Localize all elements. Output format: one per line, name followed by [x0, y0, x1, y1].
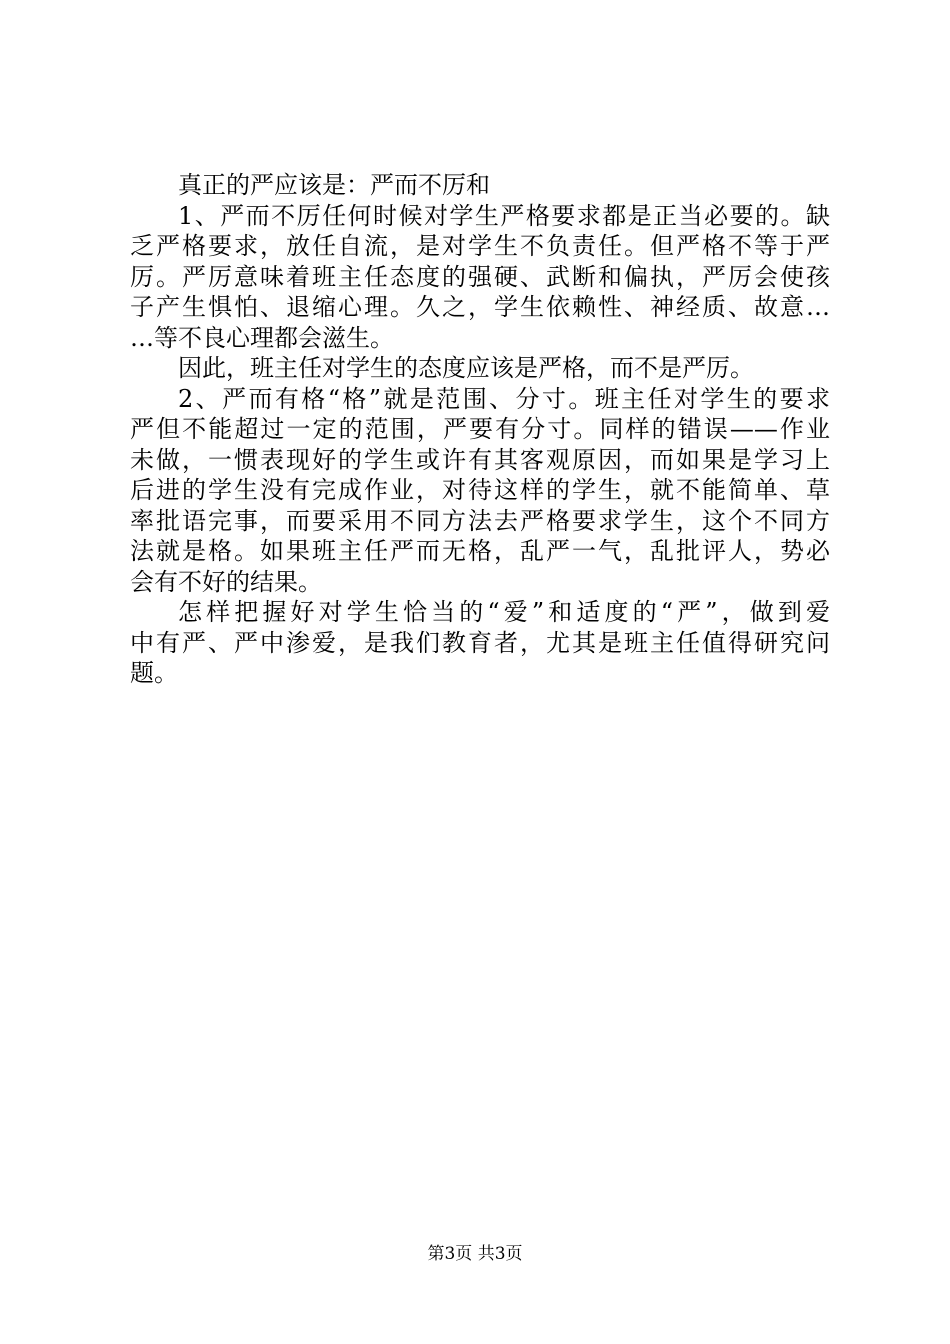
paragraph-1-line: …等不良心理都会滋生。 [130, 323, 394, 352]
paragraph-intro: 真正的严应该是：严而不厉和 [178, 171, 490, 199]
paragraph-2-line: 法就是格。如果班主任严而无格，乱严一气，乱批评人，势必 [130, 537, 830, 565]
paragraph-1-line: 乏严格要求，放任自流，是对学生不负责任。但严格不等于严 [130, 232, 830, 260]
paragraph-2-line: 2、严而有格“格”就是范围、分寸。班主任对学生的要求 [178, 384, 830, 413]
page-number-footer: 第3页 共3页 [427, 1244, 523, 1264]
paragraph-final-line: 中有严、严中渗爱，是我们教育者，尤其是班主任值得研究问 [130, 628, 830, 657]
document-body [130, 170, 830, 689]
paragraph-2-line: 未做，一惯表现好的学生或许有其客观原因，而如果是学习上 [130, 445, 830, 474]
paragraph-2-line: 后进的学生没有完成作业，对待这样的学生，就不能简单、草 [130, 476, 830, 504]
paragraph-1-line: 子产生惧怕、退缩心理。久之，学生依赖性、神经质、故意… [130, 293, 830, 321]
paragraph-final-line: 怎样把握好对学生恰当的“爱”和适度的“严”，做到爱 [178, 598, 830, 626]
paragraph-2-line: 率批语完事，而要采用不同方法去严格要求学生，这个不同方 [130, 506, 830, 535]
paragraph-2-line: 严但不能超过一定的范围，严要有分寸。同样的错误——作业 [130, 415, 830, 443]
paragraph-conclusion-1: 因此，班主任对学生的态度应该是严格，而不是严厉。 [178, 354, 754, 382]
paragraph-final-line: 题。 [130, 659, 178, 687]
paragraph-2-line: 会有不好的结果。 [130, 567, 322, 596]
paragraph-1-line: 厉。严厉意味着班主任态度的强硬、武断和偏执，严厉会使孩 [130, 262, 830, 291]
paragraph-1-line: 1、严而不厉任何时候对学生严格要求都是正当必要的。缺 [178, 201, 830, 230]
